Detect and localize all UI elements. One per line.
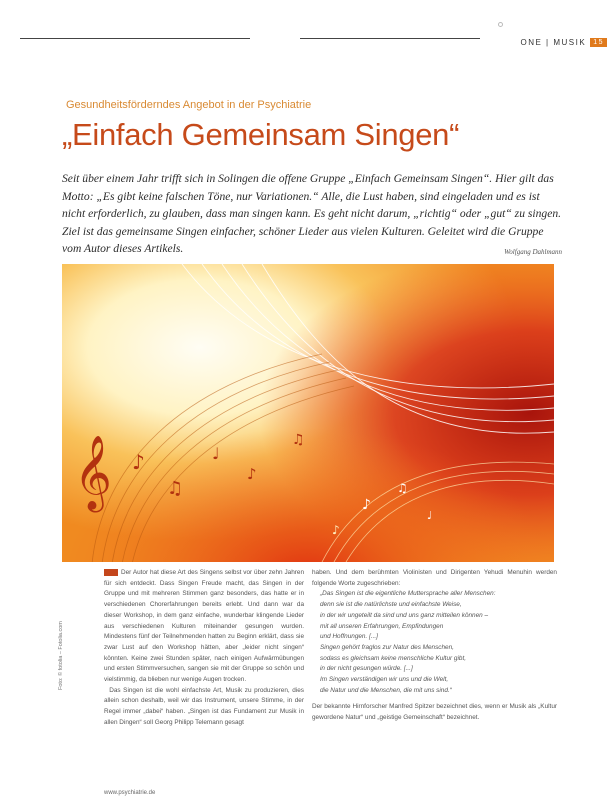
quote-line: denn sie ist die natürlichste und einfachste Weise, (320, 601, 462, 609)
body-column-left (104, 568, 304, 729)
quote-line: Im Singen verständigen wir uns und die Welt, (320, 676, 449, 684)
svg-text:♩: ♩ (427, 509, 433, 522)
svg-text:♪: ♪ (132, 450, 145, 474)
menuhin-quote (312, 589, 557, 696)
quote-intro: haben. Und dem berühmten Violinisten und Dirigenten Yehudi Menuhin werden folgende Worte zugeschrieben: (312, 569, 557, 587)
svg-text:♪: ♪ (362, 497, 371, 513)
quote-line: in der wir ungeteilt da sind und uns ganz mitteilen können – (320, 611, 489, 619)
quote-line: und Hoffnungen. [...] (320, 633, 378, 641)
body-paragraph-2: Das Singen ist die wohl einfachste Art, Musik zu produzieren, dies allein schon deshalb, weil wir das Instrument, unsere Stimme, in der Regel immer „dabei“ haben. „Singen ist das Fundament zur Musik in allen Dingen“ soll Georg Philipp Telemann gesagt (104, 686, 304, 726)
photo-credit: Foto: © fotolia – Fotolia.com (58, 621, 64, 690)
quote-line: die Natur und die Menschen, die mit uns sind.“ (320, 686, 452, 694)
page-number: 15 (590, 38, 607, 47)
quote-line: sodass es gleichsam keine menschliche Kultur gibt, (320, 654, 466, 662)
article-kicker: Gesundheitsförderndes Angebot in der Psychiatrie (66, 99, 312, 111)
body-paragraph-1: Der Autor hat diese Art des Singens selbst vor über zehn Jahren für sich entdeckt. Dass Singen Freude macht, das Singen in der Gruppe und mit mehreren Stimmen ganz besonders, das hatte er in verschiedenen Chorerfahrungen bereits erlebt. Und dann war da dieser Workshop, in dem ganz einfache, wunderbar klingende Lieder aus verschiedenen Kulturen miteinander gesungen wurden. Mindestens fünf der Teilnehmenden hatten zu Beginn erklärt, dass sie zwar Lust auf den Workshop hätten, aber „leider nicht singen“ könnten. Keine zwei Stunden später, nach einigen Aufwärmübungen und ersten Stimmversuchen, sangen sie mit der Gruppe so schön und vielstimmig, da blieben nur wenige Augen trocken. (104, 569, 304, 684)
quote-line: in der nicht gesungen würde. [...] (320, 665, 413, 673)
svg-text:♪: ♪ (247, 465, 257, 483)
svg-text:𝄞: 𝄞 (74, 436, 112, 510)
hero-image (62, 264, 554, 562)
section-label: ONE | MUSIK (520, 38, 587, 47)
header-rule-left (20, 38, 250, 39)
article-title: „Einfach Gemeinsam Singen“ (62, 117, 460, 152)
article-author: Wolfgang Dahlmann (504, 248, 562, 256)
quote-line: „Das Singen ist die eigentliche Muttersprache aller Menschen: (320, 590, 496, 598)
svg-text:♫: ♫ (167, 478, 184, 499)
svg-text:♪: ♪ (332, 523, 340, 537)
section-header (521, 38, 608, 47)
header-rule-right (300, 38, 480, 39)
paragraph-marker (104, 569, 118, 576)
lead-text: Seit über einem Jahr trifft sich in Solingen die offene Gruppe „Einfach Gemeinsam Singen“. Hier gilt das Motto: „Es gibt keine falschen Töne, nur Variationen.“ Alle, die Lust haben, sind eingeladen und es ist nicht erforderlich, zu glauben, dass man singen kann. Es geht nicht darum, „richtig“ oder „gut“ zu singen. Ziel ist das gemeinsame Singen einfacher, schöner Lieder aus vielen Kulturen. Geleitet wird die Gruppe vom Autor dieses Artikels. (62, 172, 562, 255)
music-notes-illustration (62, 264, 554, 562)
body-column-right (312, 568, 557, 724)
svg-text:♫: ♫ (397, 481, 408, 495)
article-lead (62, 170, 562, 262)
svg-text:♫: ♫ (292, 432, 305, 448)
quote-line: Singen gehört fraglos zur Natur des Menschen, (320, 643, 454, 651)
registration-mark (498, 22, 503, 27)
footer-url: www.psychiatrie.de (104, 790, 156, 796)
svg-text:♩: ♩ (212, 444, 220, 463)
quote-line: mit all unseren Erfahrungen, Empfindungen (320, 622, 444, 630)
body-paragraph-3: Der bekannte Hirnforscher Manfred Spitzer bezeichnet dies, wenn er Musik als „Kultur gewordene Natur“ und „geistige Gemeinschaft“ bezeichnet. (312, 703, 557, 722)
